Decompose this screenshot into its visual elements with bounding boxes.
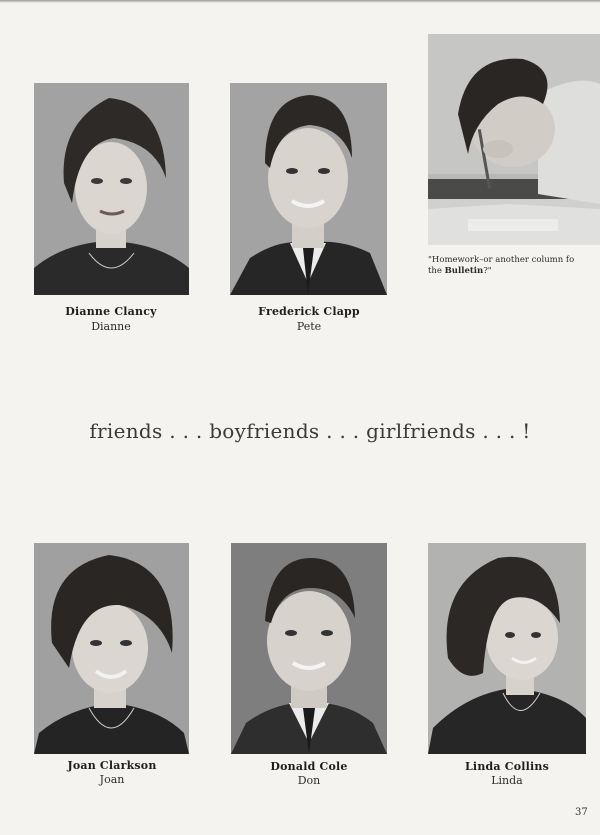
section-headline: friends . . . boyfriends . . . girlfriends . . . !: [89, 419, 531, 443]
candid-homework-photo: [428, 34, 600, 245]
candid-caption-line-2: the Bulletin?": [428, 266, 492, 276]
portrait-photo-frederick-clapp: [230, 83, 387, 295]
portrait-nickname: Linda: [491, 774, 523, 787]
portrait-photo-joan-clarkson: [34, 543, 189, 754]
candid-caption-line-1: "Homework–or another column fo: [428, 255, 575, 265]
page-edge: [0, 0, 600, 3]
portrait-name: Donald Cole: [270, 760, 348, 773]
portrait-name: Linda Collins: [465, 760, 549, 773]
portrait-nickname: Don: [297, 774, 321, 787]
portrait-photo-linda-collins: [428, 543, 586, 754]
portrait-nickname: Pete: [296, 320, 322, 333]
bulletin-title: Bulletin: [444, 266, 484, 276]
candid-photo-caption: [428, 255, 600, 277]
portrait-nickname: Joan: [99, 773, 125, 786]
page-number: 37: [575, 807, 588, 818]
portrait-photo-donald-cole: [231, 543, 387, 754]
portrait-name: Dianne Clancy: [65, 305, 157, 318]
portrait-nickname: Dianne: [91, 320, 131, 333]
portrait-name: Frederick Clapp: [258, 305, 360, 318]
portrait-photo-dianne-clancy: [34, 83, 189, 295]
portrait-name: Joan Clarkson: [67, 759, 157, 772]
